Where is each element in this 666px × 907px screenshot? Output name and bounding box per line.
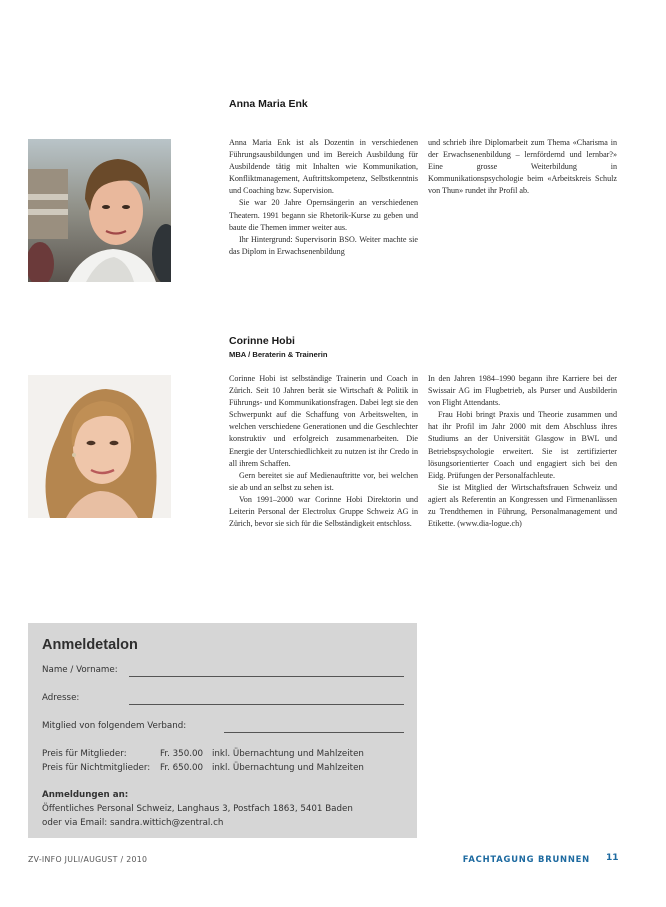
form-title: Anmeldetalon [42,637,138,653]
price-nonmembers-note: inkl. Übernachtung und Mahlzeiten [212,763,364,773]
page-number: 11 [606,853,619,863]
bio-paragraph: Gern bereitet sie auf Medienauftritte vor, bei welchen sie ab und an selbst zu sehen ist. [229,470,418,492]
speaker-name: Anna Maria Enk [229,98,308,110]
registration-email[interactable]: oder via Email: sandra.wittich@zentral.ch [42,818,224,828]
name-label: Name / Vorname: [42,665,118,675]
registration-address: Öffentliches Personal Schweiz, Langhaus 3, Postfach 1863, 5401 Baden [42,804,353,814]
member-field-line[interactable] [224,732,404,733]
footer-section: FACHTAGUNG BRUNNEN [462,854,590,864]
bio-paragraph: In den Jahren 1984–1990 begann ihre Karriere bei der Swissair AG im Flugbetrieb, als Purser und Ausbilderin von Flight Attendants. [428,374,617,408]
registration-heading: Anmeldungen an: [42,790,129,800]
price-members-note: inkl. Übernachtung und Mahlzeiten [212,749,364,759]
speaker-role: MBA / Beraterin & Trainerin [229,350,328,359]
bio-column-2 [428,137,617,197]
registration-form [28,623,417,838]
bio-paragraph: und schrieb ihre Diplomarbeit zum Thema «Charisma in der Erwachsenenbildung – lernfördernd und lernbar?» Eine grosse Weiterbildung in Kommunikationspsychologie beim «Arbeitskreis Schulz von Thun» rundet ihr Profil ab. [428,138,617,196]
address-field-line[interactable] [129,704,404,705]
bio-paragraph: Anna Maria Enk ist als Dozentin in verschiedenen Führungsausbildungen und im Bereich Ausbildung für Ausbildende tätig mit Inhalten wie Kommunikation, Konfliktmanagement, Auftrittskompetenz, Selbstkenntnis und Coaching bzw. Supervision. [229,138,418,196]
name-field-line[interactable] [129,676,404,677]
bio-paragraph: Frau Hobi bringt Praxis und Theorie zusammen und hat ihr Profil im Jahr 2000 mit dem Abschluss ihres Studiums an der Universität Glasgow in BWL und Betriebspsychologie erweitert. Sie ist zertifizierter lösungsorientierter Coach und engagiert sich bei den Eidg. Prüfungen der Personalfachleute. [428,410,617,480]
portrait-anna-maria-enk [28,139,171,282]
member-label: Mitglied von folgendem Verband: [42,721,187,731]
address-label: Adresse: [42,693,80,703]
bio-column-2 [428,373,617,530]
price-nonmembers-value: Fr. 650.00 [160,763,204,773]
portrait-corinne-hobi [28,375,171,518]
price-nonmembers-label: Preis für Nichtmitglieder: [42,763,151,773]
bio-paragraph: Von 1991–2000 war Corinne Hobi Direktorin und Leiterin Personal der Electrolux Gruppe Schweiz AG in Zürich, bevor sie sich für die Selbständigkeit entschloss. [229,494,418,529]
price-members-value: Fr. 350.00 [160,749,204,759]
bio-paragraph: Sie war 20 Jahre Opernsängerin an verschiedenen Theatern. 1991 begann sie Rhetorik-Kurse zu geben und baute die Themen immer weiter aus. [229,198,418,232]
bio-paragraph: Ihr Hintergrund: Supervisorin BSO. Weiter machte sie das Diplom in Erwachsenenbildung [229,234,418,256]
bio-paragraph: Sie ist Mitglied der Wirtschaftsfrauen Schweiz und agiert als Referentin an Kongressen und Firmenanlässen zu Trendthemen in Führung, Personalmanagement und Etikette. (www.dia-logue.ch) [428,482,617,529]
bio-paragraph: Corinne Hobi ist selbständige Trainerin und Coach in Zürich. Seit 10 Jahren berät sie Wirtschaft & Politik in Führungs- und Kommunikationsfragen. Dabei legt sie den Schwerpunkt auf die Schaffung von Arbeitswelten, in welchen verschiedene Generationen und die Geschlechter konstruktiv und erfolgreich zusammenarbeiten. Die Energie der Unterschiedlichkeit zu nutzen ist ihr Credo in all ihrem Schaffen. [229,374,418,468]
bio-column-1 [229,373,418,530]
bio-column-1 [229,137,418,258]
price-members-label: Preis für Mitglieder: [42,749,127,759]
footer-publication: ZV-INFO JULI/AUGUST / 2010 [28,855,148,864]
speaker-name: Corinne Hobi [229,335,295,347]
